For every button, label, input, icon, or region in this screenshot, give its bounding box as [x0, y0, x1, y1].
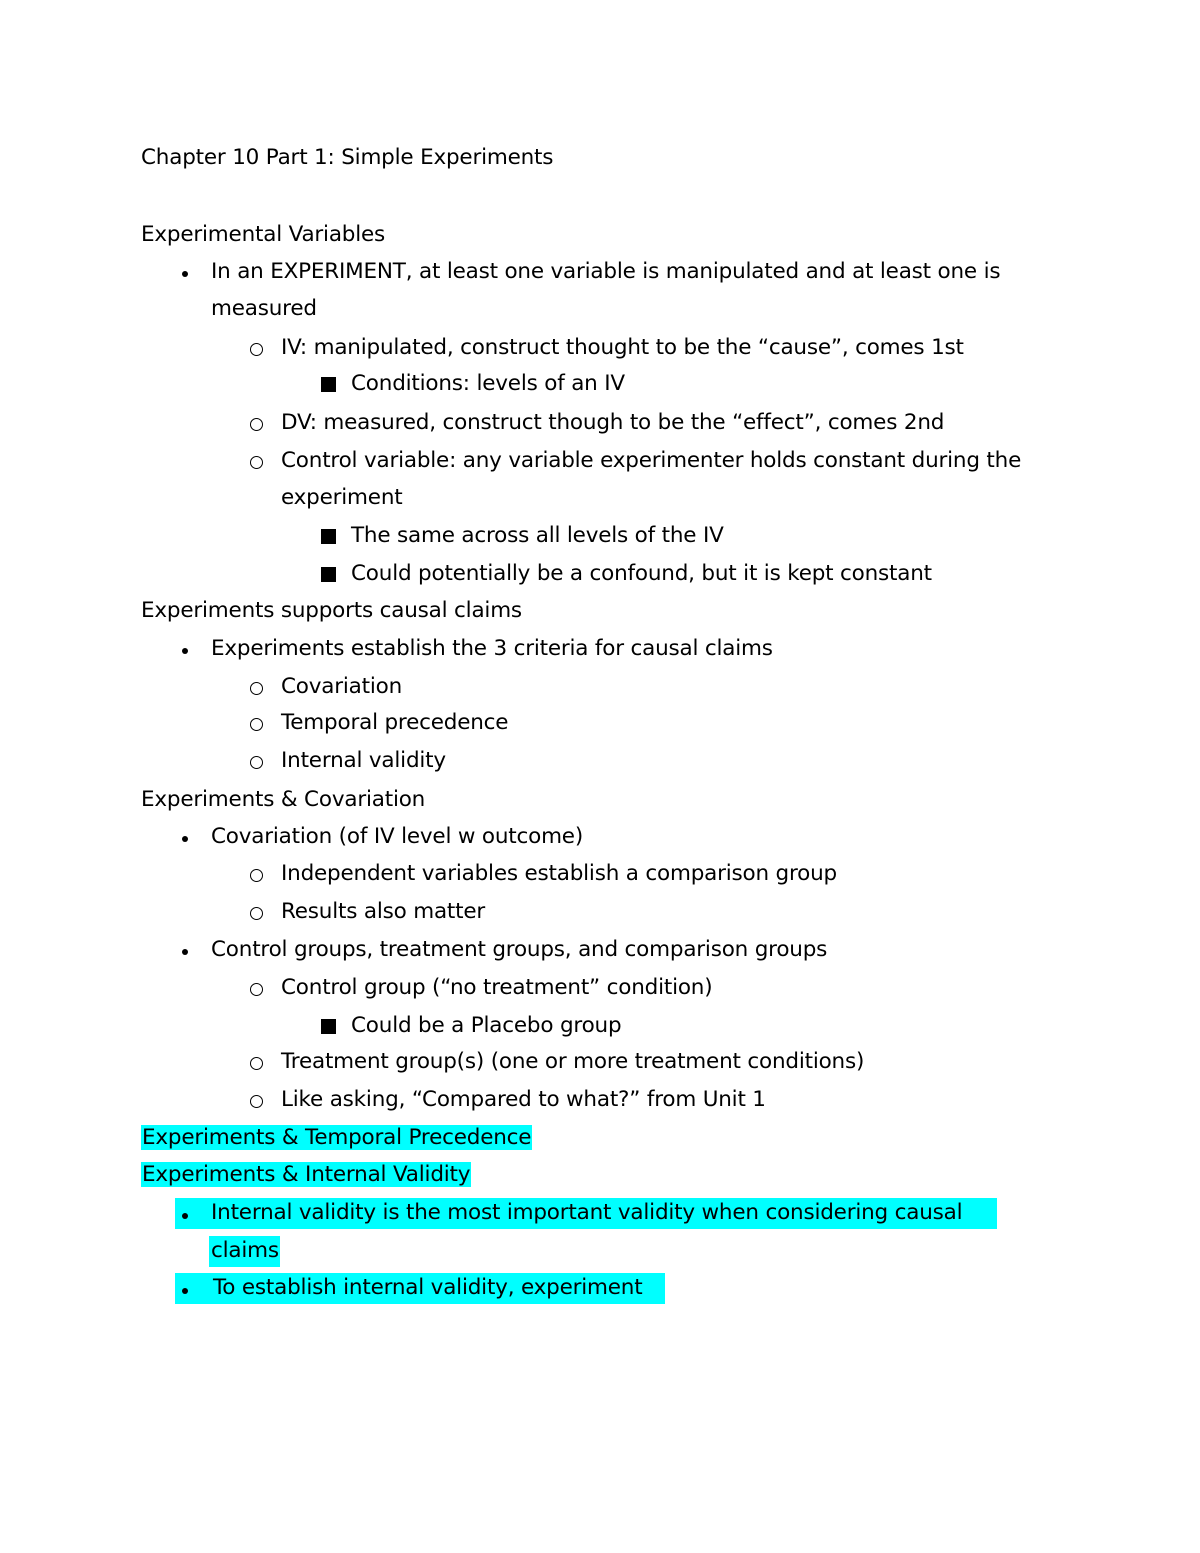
list-item: The same across all levels of the IV	[351, 523, 724, 548]
list-item: Temporal precedence	[281, 710, 509, 735]
bullet-dot-icon	[182, 1288, 188, 1294]
list-item: Control groups, treatment groups, and comparison groups	[211, 937, 828, 962]
bullet-circle-icon	[250, 1057, 263, 1070]
bullet-dot-icon	[182, 836, 188, 842]
list-item-continuation: experiment	[281, 485, 403, 510]
list-item: Treatment group(s) (one or more treatment conditions)	[281, 1049, 865, 1074]
list-item: IV: manipulated, construct thought to be the “cause”, comes 1st	[281, 335, 964, 360]
list-item: Control variable: any variable experimenter holds constant during the	[281, 448, 1022, 473]
bullet-square-icon	[321, 1019, 336, 1034]
list-item-continuation: measured	[211, 296, 317, 321]
list-item: Results also matter	[281, 899, 486, 924]
bullet-square-icon	[321, 567, 336, 582]
section-heading-internal-validity	[141, 1160, 471, 1190]
list-item: Independent variables establish a comparison group	[281, 861, 837, 886]
list-item: Internal validity	[281, 748, 446, 773]
list-item: To establish internal validity, experiment	[213, 1275, 643, 1300]
section-heading-temporal-precedence	[141, 1123, 532, 1153]
bullet-dot-icon	[182, 271, 188, 277]
section-heading-causal-claims: Experiments supports causal claims	[141, 598, 522, 623]
list-item: Experiments establish the 3 criteria for causal claims	[211, 636, 773, 661]
highlighted-text: Experiments & Temporal Precedence	[142, 1125, 532, 1150]
list-item: In an EXPERIMENT, at least one variable is manipulated and at least one is	[211, 259, 1001, 284]
bullet-dot-icon	[182, 1213, 188, 1219]
list-item: Internal validity is the most important validity when considering causal	[211, 1200, 963, 1225]
page-title: Chapter 10 Part 1: Simple Experiments	[141, 145, 554, 170]
section-heading-covariation: Experiments & Covariation	[141, 787, 426, 812]
list-item: Conditions: levels of an IV	[351, 371, 625, 396]
bullet-circle-icon	[250, 718, 263, 731]
list-item: Could be a Placebo group	[351, 1013, 622, 1038]
list-item: Control group (“no treatment” condition)	[281, 975, 713, 1000]
highlighted-text: Experiments & Internal Validity	[142, 1162, 471, 1187]
bullet-square-icon	[321, 529, 336, 544]
list-item: Like asking, “Compared to what?” from Unit 1	[281, 1087, 766, 1112]
list-item: DV: measured, construct though to be the “effect”, comes 2nd	[281, 410, 945, 435]
section-heading-experimental-variables: Experimental Variables	[141, 222, 386, 247]
bullet-circle-icon	[250, 756, 263, 769]
bullet-circle-icon	[250, 907, 263, 920]
bullet-circle-icon	[250, 1095, 263, 1108]
list-item-continuation: claims	[211, 1238, 279, 1263]
bullet-dot-icon	[182, 648, 188, 654]
bullet-circle-icon	[250, 418, 263, 431]
list-item: Could potentially be a confound, but it is kept constant	[351, 561, 932, 586]
bullet-circle-icon	[250, 343, 263, 356]
bullet-square-icon	[321, 377, 336, 392]
list-item: Covariation	[281, 674, 403, 699]
list-item: Covariation (of IV level w outcome)	[211, 824, 584, 849]
bullet-dot-icon	[182, 949, 188, 955]
bullet-circle-icon	[250, 983, 263, 996]
bullet-circle-icon	[250, 869, 263, 882]
bullet-circle-icon	[250, 456, 263, 469]
bullet-circle-icon	[250, 682, 263, 695]
